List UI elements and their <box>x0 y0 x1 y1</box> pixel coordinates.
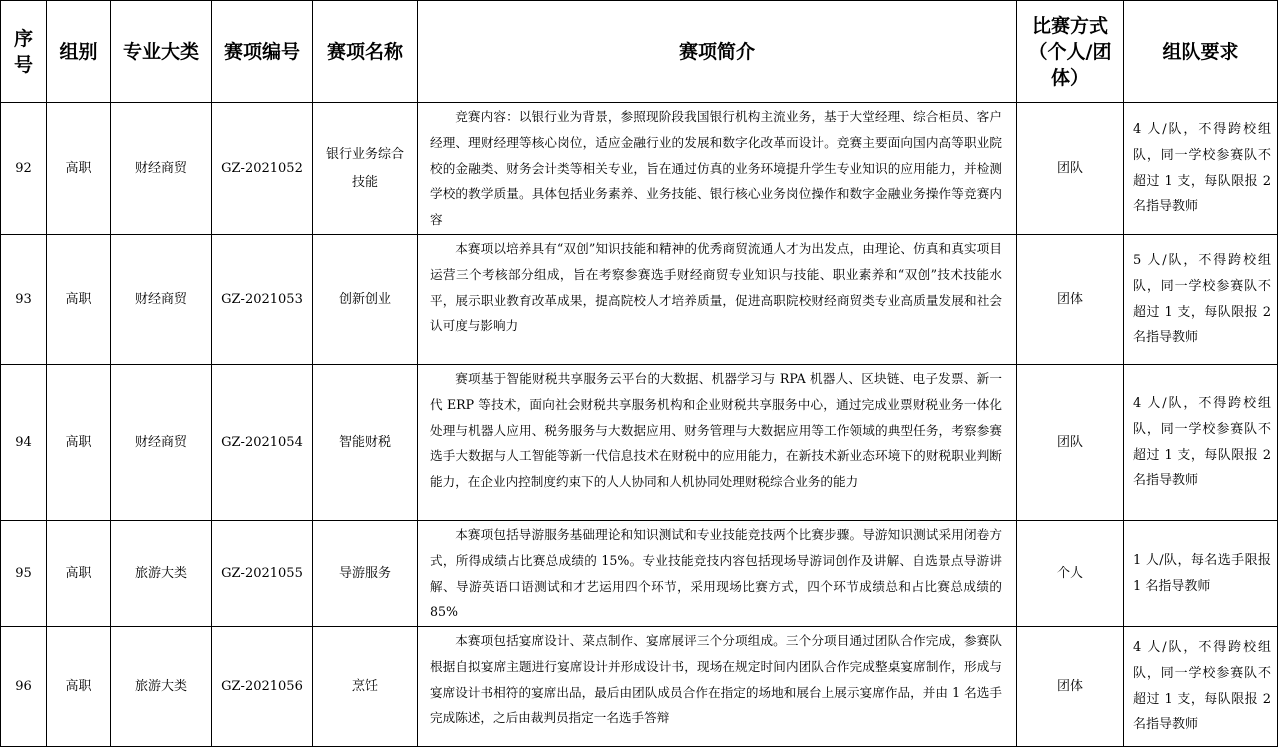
cell-desc <box>418 627 1017 747</box>
cell-mode: 团队 <box>1017 365 1124 521</box>
desc-text: 本赛项以培养具有“双创”知识技能和精神的优秀商贸流通人才为出发点，由理论、仿真和真实项目运营三个考核部分组成，旨在考察参赛选手财经商贸专业知识与技能、职业素养和“双创”技术技能水平，展示职业教育改革成果，提高院校人才培养质量，促进高职院校财经商贸类专业高质量发展和社会认可度与影响力 <box>430 241 1002 334</box>
cell-name: 烹饪 <box>313 627 418 747</box>
cell-team: 4 人/队，不得跨校组队，同一学校参赛队不超过 1 支，每队限报 2 名指导教师 <box>1124 365 1278 521</box>
cell-group: 高职 <box>47 627 111 747</box>
cell-group: 高职 <box>47 521 111 627</box>
cell-desc <box>418 103 1017 235</box>
cell-desc <box>418 235 1017 365</box>
header-mode: 比赛方式（个人/团体） <box>1017 1 1124 103</box>
desc-text: 赛项基于智能财税共享服务云平台的大数据、机器学习与 RPA 机器人、区块链、电子发票、新一代 ERP 等技术，面向社会财税共享服务机构和企业财税共享服务中心，通过完成业票财税业务一体化处理与机器人应用、税务服务与大数据应用、财务管理与大数据应用等工作领域的典型任务，考察参赛选手大数据与人工智能等新一代信息技术在财税中的应用能力，在新技术新业态环境下的财税职业判断能力，在企业内控制度约束下的人人协同和人机协同处理财税综合业务的能力 <box>430 371 1002 490</box>
cell-code: GZ-2021056 <box>212 627 313 747</box>
cell-no: 93 <box>1 235 47 365</box>
table-row <box>1 521 1278 627</box>
cell-no: 92 <box>1 103 47 235</box>
header-no: 序号 <box>1 1 47 103</box>
header-row <box>1 1 1278 103</box>
cell-category: 财经商贸 <box>111 235 212 365</box>
header-code: 赛项编号 <box>212 1 313 103</box>
cell-no: 96 <box>1 627 47 747</box>
cell-no: 94 <box>1 365 47 521</box>
cell-code: GZ-2021055 <box>212 521 313 627</box>
cell-category: 旅游大类 <box>111 521 212 627</box>
table-row <box>1 235 1278 365</box>
cell-category: 财经商贸 <box>111 103 212 235</box>
cell-team: 1 人/队，每名选手限报 1 名指导教师 <box>1124 521 1278 627</box>
header-name: 赛项名称 <box>313 1 418 103</box>
cell-group: 高职 <box>47 365 111 521</box>
cell-name: 银行业务综合技能 <box>313 103 418 235</box>
desc-text: 本赛项包括导游服务基础理论和知识测试和专业技能竞技两个比赛步骤。导游知识测试采用闭卷方式，所得成绩占比赛总成绩的 15%。专业技能竞技内容包括现场导游词创作及讲解、自选景点导游讲解、导游英语口语测试和才艺运用四个环节，采用现场比赛方式，四个环节成绩总和占比赛总成绩的 85% <box>430 527 1002 620</box>
header-category: 专业大类 <box>111 1 212 103</box>
cell-name: 导游服务 <box>313 521 418 627</box>
cell-mode: 团体 <box>1017 235 1124 365</box>
cell-desc <box>418 521 1017 627</box>
table-row <box>1 627 1278 747</box>
cell-desc <box>418 365 1017 521</box>
cell-category: 旅游大类 <box>111 627 212 747</box>
table-row <box>1 103 1278 235</box>
header-team: 组队要求 <box>1124 1 1278 103</box>
desc-text: 本赛项包括宴席设计、菜点制作、宴席展评三个分项组成。三个分项目通过团队合作完成，参赛队根据自拟宴席主题进行宴席设计并形成设计书，现场在规定时间内团队合作完成整桌宴席制作，形成与宴席设计书相符的宴席出品，最后由团队成员合作在指定的场地和展台上展示宴席作品，并由 1 名选手完成陈述，之后由裁判员指定一名选手答辩 <box>430 633 1002 726</box>
cell-code: GZ-2021054 <box>212 365 313 521</box>
cell-team: 4 人/队，不得跨校组队，同一学校参赛队不超过 1 支，每队限报 2 名指导教师 <box>1124 627 1278 747</box>
cell-category: 财经商贸 <box>111 365 212 521</box>
table-row <box>1 365 1278 521</box>
cell-group: 高职 <box>47 235 111 365</box>
cell-name: 创新创业 <box>313 235 418 365</box>
cell-team: 4 人/队，不得跨校组队，同一学校参赛队不超过 1 支，每队限报 2 名指导教师 <box>1124 103 1278 235</box>
header-group: 组别 <box>47 1 111 103</box>
cell-team: 5 人/队，不得跨校组队，同一学校参赛队不超过 1 支，每队限报 2 名指导教师 <box>1124 235 1278 365</box>
cell-mode: 个人 <box>1017 521 1124 627</box>
header-desc: 赛项简介 <box>418 1 1017 103</box>
cell-mode: 团体 <box>1017 627 1124 747</box>
cell-code: GZ-2021052 <box>212 103 313 235</box>
cell-code: GZ-2021053 <box>212 235 313 365</box>
cell-group: 高职 <box>47 103 111 235</box>
cell-no: 95 <box>1 521 47 627</box>
desc-text: 竞赛内容：以银行业为背景，参照现阶段我国银行机构主流业务，基于大堂经理、综合柜员、客户经理、理财经理等核心岗位，适应金融行业的发展和数字化改革而设计。竞赛主要面向国内高等职业院校的金融类、财务会计类等相关专业，旨在通过仿真的业务环境提升学生专业知识的应用能力，并检测学校的教学质量。具体包括业务素养、业务技能、银行核心业务岗位操作和数字金融业务操作等竞赛内容 <box>430 109 1002 228</box>
cell-mode: 团队 <box>1017 103 1124 235</box>
cell-name: 智能财税 <box>313 365 418 521</box>
